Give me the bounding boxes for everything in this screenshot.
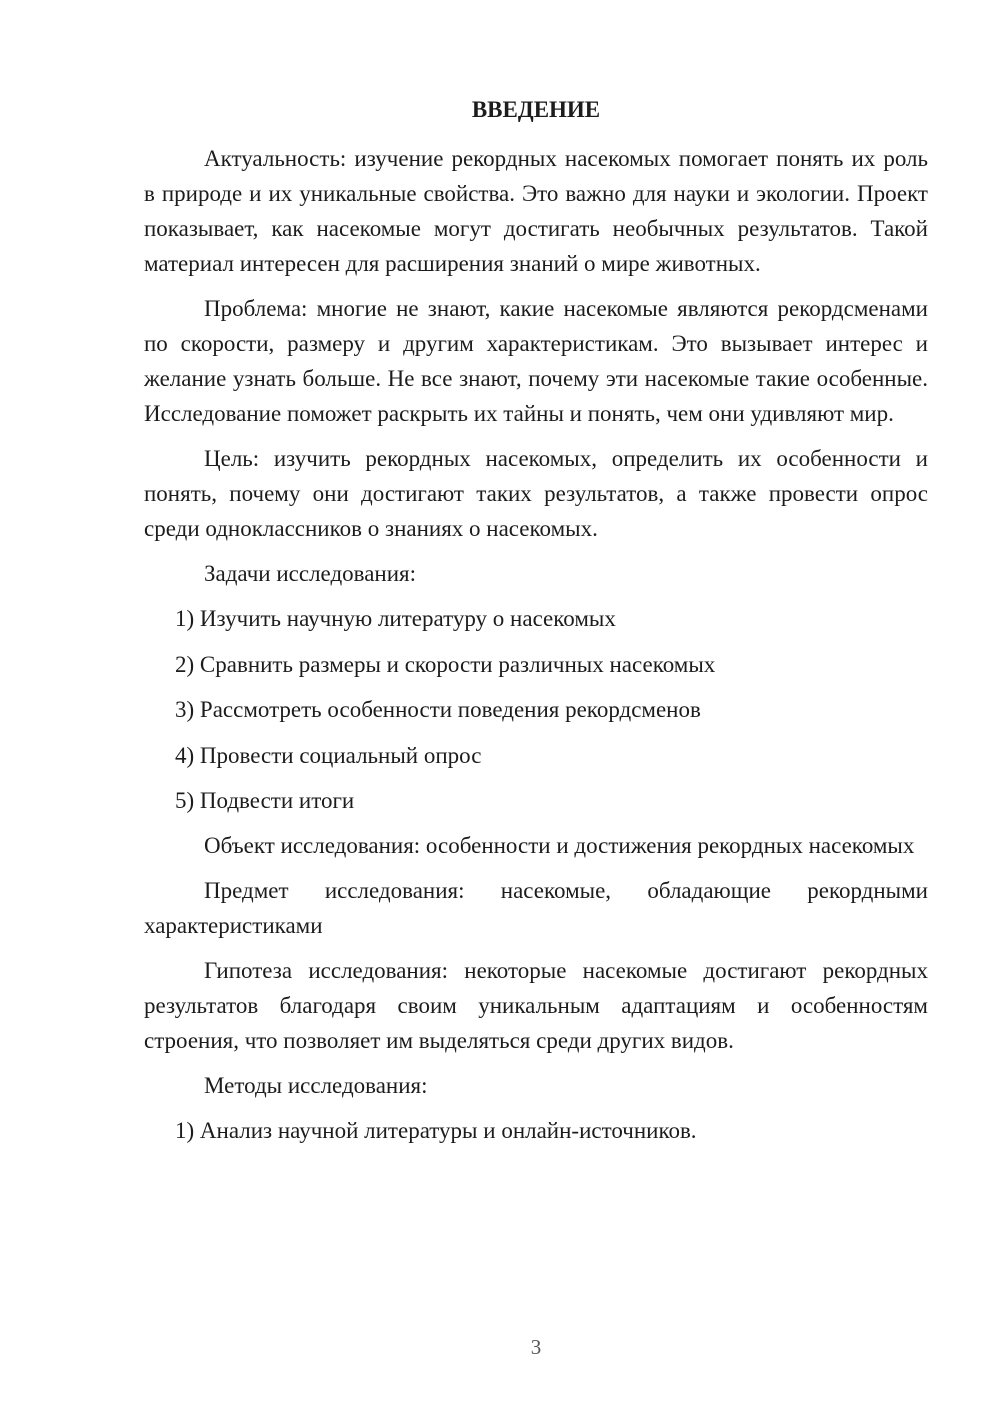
document-page xyxy=(144,92,928,1159)
paragraph-subject: Предмет исследования: насекомые, обладающие рекордными характеристиками xyxy=(144,878,928,938)
task-item: 4) Провести социальный опрос xyxy=(175,742,482,768)
paragraph-problem: Проблема: многие не знают, какие насекомые являются рекордсменами по скорости, размеру и другим характеристикам. Это вызывает интерес и желание узнать больше. Не все знают, почему эти насекомые такие особенные. Исследование поможет раскрыть их тайны и понять, чем они удивляют мир. xyxy=(144,296,928,426)
methods-list xyxy=(144,1113,928,1159)
paragraph-hypothesis: Гипотеза исследования: некоторые насекомые достигают рекордных результатов благодаря своим уникальным адаптациям и особенностям строения, что позволяет им выделяться среди других видов. xyxy=(144,958,928,1053)
paragraph-relevance: Актуальность: изучение рекордных насекомых помогает понять их роль в природе и их уникальные свойства. Это важно для науки и экологии. Проект показывает, как насекомые могут достигать необычных результатов. Такой материал интересен для расширения знаний о мире животных. xyxy=(144,146,928,276)
tasks-list xyxy=(144,601,928,828)
tasks-header: Задачи исследования: xyxy=(204,561,417,586)
page-number: 3 xyxy=(530,1335,542,1359)
task-item: 3) Рассмотреть особенности поведения рекордсменов xyxy=(175,697,701,722)
task-item: 1) Изучить научную литературу о насекомых xyxy=(175,606,616,631)
method-item: 1) Анализ научной литературы и онлайн-источников. xyxy=(175,1118,697,1143)
paragraph-goal: Цель: изучить рекордных насекомых, определить их особенности и понять, почему они достигают таких результатов, а также провести опрос среди одноклассников о знаниях о насекомых. xyxy=(144,446,928,541)
section-title: ВВЕДЕНИЕ xyxy=(471,97,601,122)
task-item: 5) Подвести итоги xyxy=(175,788,355,813)
methods-header: Методы исследования: xyxy=(204,1073,428,1098)
paragraph-object: Объект исследования: особенности и достижения рекордных насекомых xyxy=(204,833,915,858)
task-item: 2) Сравнить размеры и скорости различных насекомых xyxy=(175,651,716,677)
